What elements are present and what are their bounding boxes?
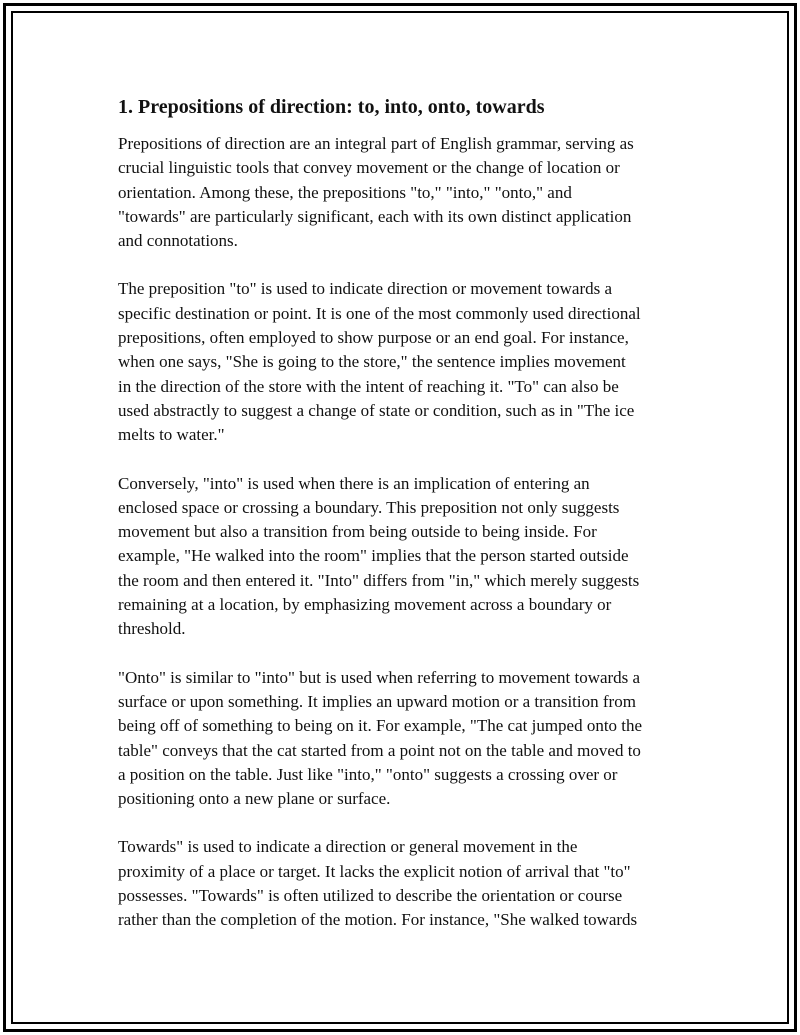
text-line: movement but also a transition from being outside to being inside. For — [118, 522, 597, 542]
text-line: The preposition "to" is used to indicate direction or movement towards a — [118, 279, 613, 299]
text-line: the room and then entered it. "Into" differs from "in," which merely suggests — [118, 570, 640, 590]
document-body — [118, 94, 698, 957]
text-line: proximity of a place or target. It lacks the explicit notion of arrival that "to" — [118, 861, 631, 881]
text-line: remaining at a location, by emphasizing movement across a boundary or — [118, 595, 612, 615]
section-heading: 1. Prepositions of direction: to, into, onto, towards — [118, 96, 545, 118]
text-line: Towards" is used to indicate a direction or general movement in the — [118, 837, 578, 857]
text-line: orientation. Among these, the prepositions "to," "into," "onto," and — [118, 182, 572, 202]
text-line: enclosed space or crossing a boundary. This preposition not only suggests — [118, 497, 620, 517]
text-line: in the direction of the store with the intent of reaching it. "To" can also be — [118, 376, 619, 396]
paragraph-into — [118, 472, 698, 642]
text-line: example, "He walked into the room" implies that the person started outside — [118, 546, 629, 566]
text-line: when one says, "She is going to the store," the sentence implies movement — [118, 352, 626, 372]
text-line: prepositions, often employed to show purpose or an end goal. For instance, — [118, 328, 629, 348]
paragraph-towards — [118, 835, 698, 932]
text-line: possesses. "Towards" is often utilized to describe the orientation or course — [118, 886, 623, 906]
text-line: being off of something to being on it. For example, "The cat jumped onto the — [118, 716, 643, 736]
text-line: threshold. — [118, 619, 186, 639]
text-line: Prepositions of direction are an integral part of English grammar, serving as — [118, 134, 634, 153]
text-line: melts to water." — [118, 425, 225, 445]
paragraph-onto — [118, 666, 698, 812]
text-line: "towards" are particularly significant, each with its own distinct application — [118, 206, 632, 226]
text-line: "Onto" is similar to "into" but is used when referring to movement towards a — [118, 667, 641, 687]
paragraph-intro — [118, 132, 698, 253]
text-line: crucial linguistic tools that convey movement or the change of location or — [118, 158, 620, 178]
text-line: used abstractly to suggest a change of state or condition, such as in "The ice — [118, 400, 635, 420]
text-line: rather than the completion of the motion. For instance, "She walked towards — [118, 910, 638, 930]
text-line: specific destination or point. It is one of the most commonly used directional — [118, 303, 641, 323]
text-line: positioning onto a new plane or surface. — [118, 789, 391, 809]
text-line: surface or upon something. It implies an upward motion or a transition from — [118, 691, 636, 711]
text-line: and connotations. — [118, 231, 238, 251]
paragraph-to — [118, 277, 698, 447]
text-line: Conversely, "into" is used when there is an implication of entering an — [118, 473, 590, 493]
text-line: a position on the table. Just like "into," "onto" suggests a crossing over or — [118, 764, 618, 784]
text-line: table" conveys that the cat started from a point not on the table and moved to — [118, 740, 641, 760]
